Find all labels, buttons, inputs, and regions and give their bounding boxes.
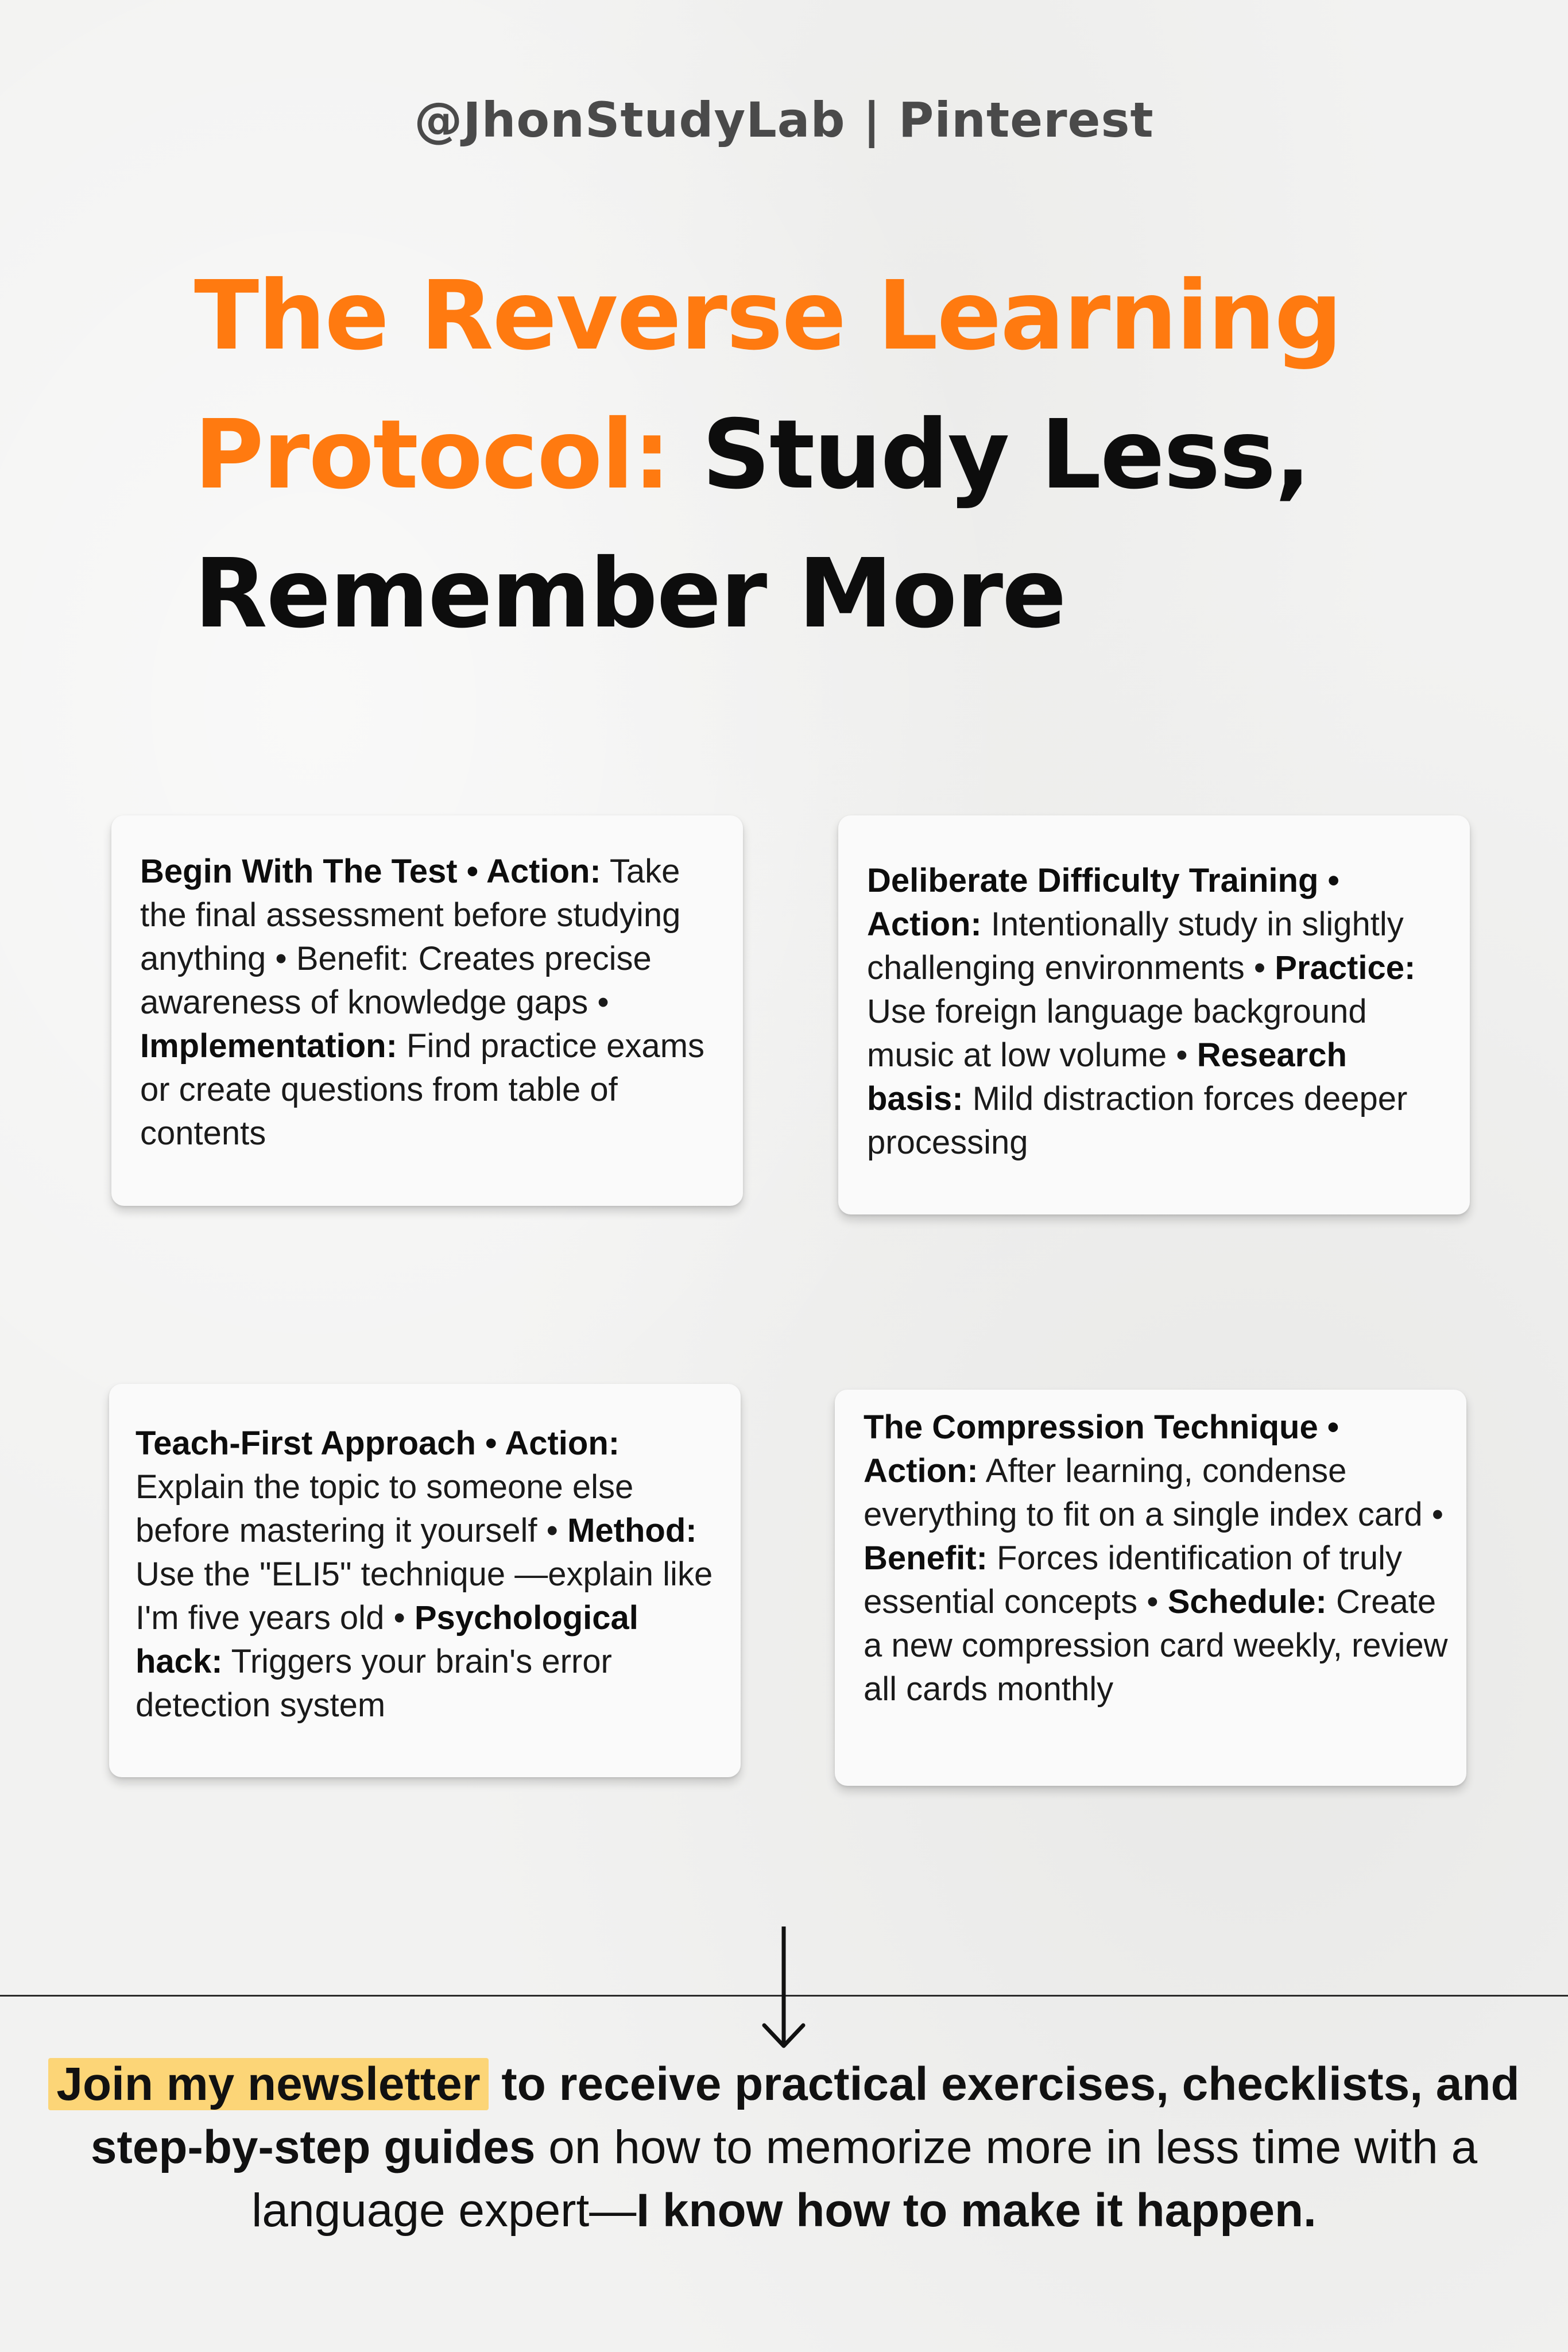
newsletter-link[interactable]: Join my newsletter (48, 2058, 488, 2110)
card-text: Begin With The Test • Action: Take the final assessment before studying anything • Benefit: Creates precise awareness of knowledge gaps • Implementation: Find practice exams or create questions from table of contents (140, 853, 705, 1152)
title-line-2-dark: Study Less, (669, 400, 1310, 510)
title-line-3: Remember More (194, 539, 1066, 649)
card-teach-first-approach (109, 1384, 741, 1777)
card-heading: Deliberate Difficulty Training • (867, 862, 1339, 899)
newsletter-cta: Join my newsletter to receive practical exercises, checklists, and step-by-step guides on how to memorize more in less time with a language expert—I know how to make it happen. (34, 2053, 1534, 2242)
pinterest-handle: @JhonStudyLab | Pinterest (414, 92, 1154, 148)
arrow-down-icon (761, 1927, 807, 2053)
card-text: Teach-First Approach • Action: Explain the topic to someone else before mastering it yourself • Method: Use the "ELI5" technique —explain like I'm five years old • Psychological hack: Triggers your brain's error detection system (135, 1425, 713, 1724)
card-deliberate-difficulty-training (838, 815, 1470, 1214)
card-text: The Compression Technique • Action: After learning, condense everything to fit on a single index card • Benefit: Forces identification of truly essential concepts • Schedule: Create a new compression card weekly, review all cards monthly (864, 1409, 1448, 1708)
page-title (194, 247, 1428, 664)
card-compression-technique (835, 1390, 1466, 1786)
card-heading: The Compression Technique • (864, 1409, 1339, 1446)
card-heading: Begin With The Test • Action: (140, 853, 601, 890)
title-line-2-accent: Protocol: (194, 400, 670, 510)
title-line-1: The Reverse Learning (194, 261, 1342, 372)
card-begin-with-the-test (111, 815, 743, 1206)
card-heading: Teach-First Approach • Action: (135, 1425, 620, 1462)
card-text: Deliberate Difficulty Training • Action: Intentionally study in slightly challenging environments • Practice: Use foreign language background music at low volume • Research basis: Mild distraction forces deeper processing (867, 862, 1416, 1161)
